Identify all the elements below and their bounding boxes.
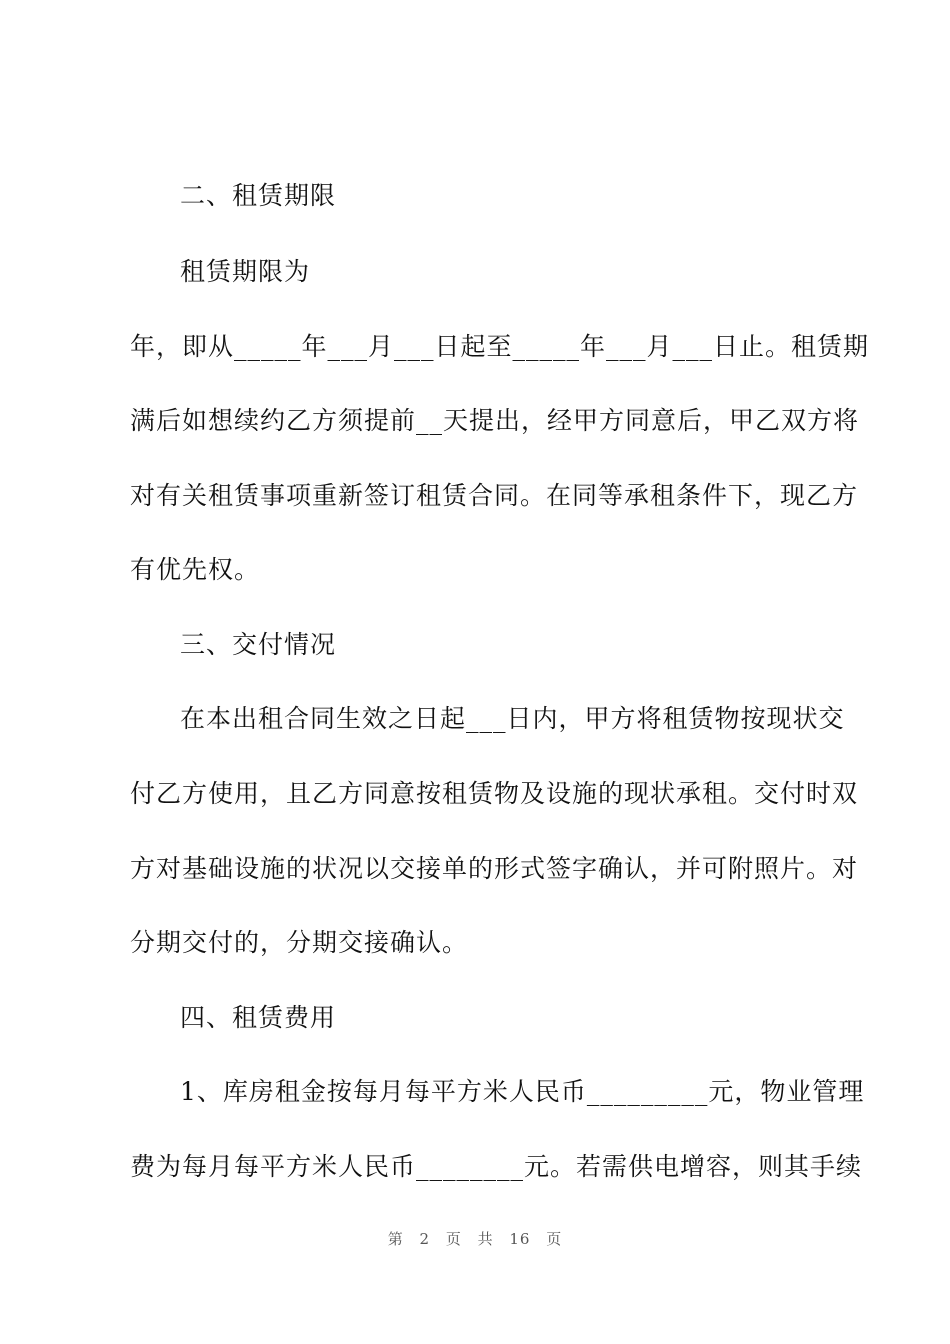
paragraph-line: 费为每月每平方米人民币________元。若需供电增容，则其手续 [130, 1152, 863, 1181]
paragraph-line: 对有关租赁事项重新签订租赁合同。在同等承租条件下，现乙方 [130, 481, 859, 510]
paragraph-line: 有优先权。 [130, 555, 261, 584]
section-heading-delivery: 三、交付情况 [180, 630, 337, 659]
section-heading-rental-fees: 四、租赁费用 [180, 1003, 337, 1032]
paragraph-line: 满后如想续约乙方须提前__天提出，经甲方同意后，甲乙双方将 [130, 406, 860, 435]
paragraph-line: 年，即从_____年___月___日起至_____年___月___日止。租赁期 [130, 332, 870, 361]
paragraph-line: 租赁期限为 [180, 257, 311, 286]
page-number-footer: 第 2 页 共 16 页 [387, 1230, 563, 1248]
paragraph-line: 方对基础设施的状况以交接单的形式签字确认，并可附照片。对 [130, 854, 859, 883]
paragraph-line: 付乙方使用，且乙方同意按租赁物及设施的现状承租。交付时双 [130, 779, 859, 808]
paragraph-line: 分期交付的，分期交接确认。 [130, 928, 469, 957]
section-heading-lease-term: 二、租赁期限 [180, 181, 337, 210]
paragraph-line: 1、库房租金按每月每平方米人民币_________元，物业管理 [180, 1077, 865, 1106]
paragraph-line: 在本出租合同生效之日起___日内，甲方将租赁物按现状交 [180, 704, 845, 733]
